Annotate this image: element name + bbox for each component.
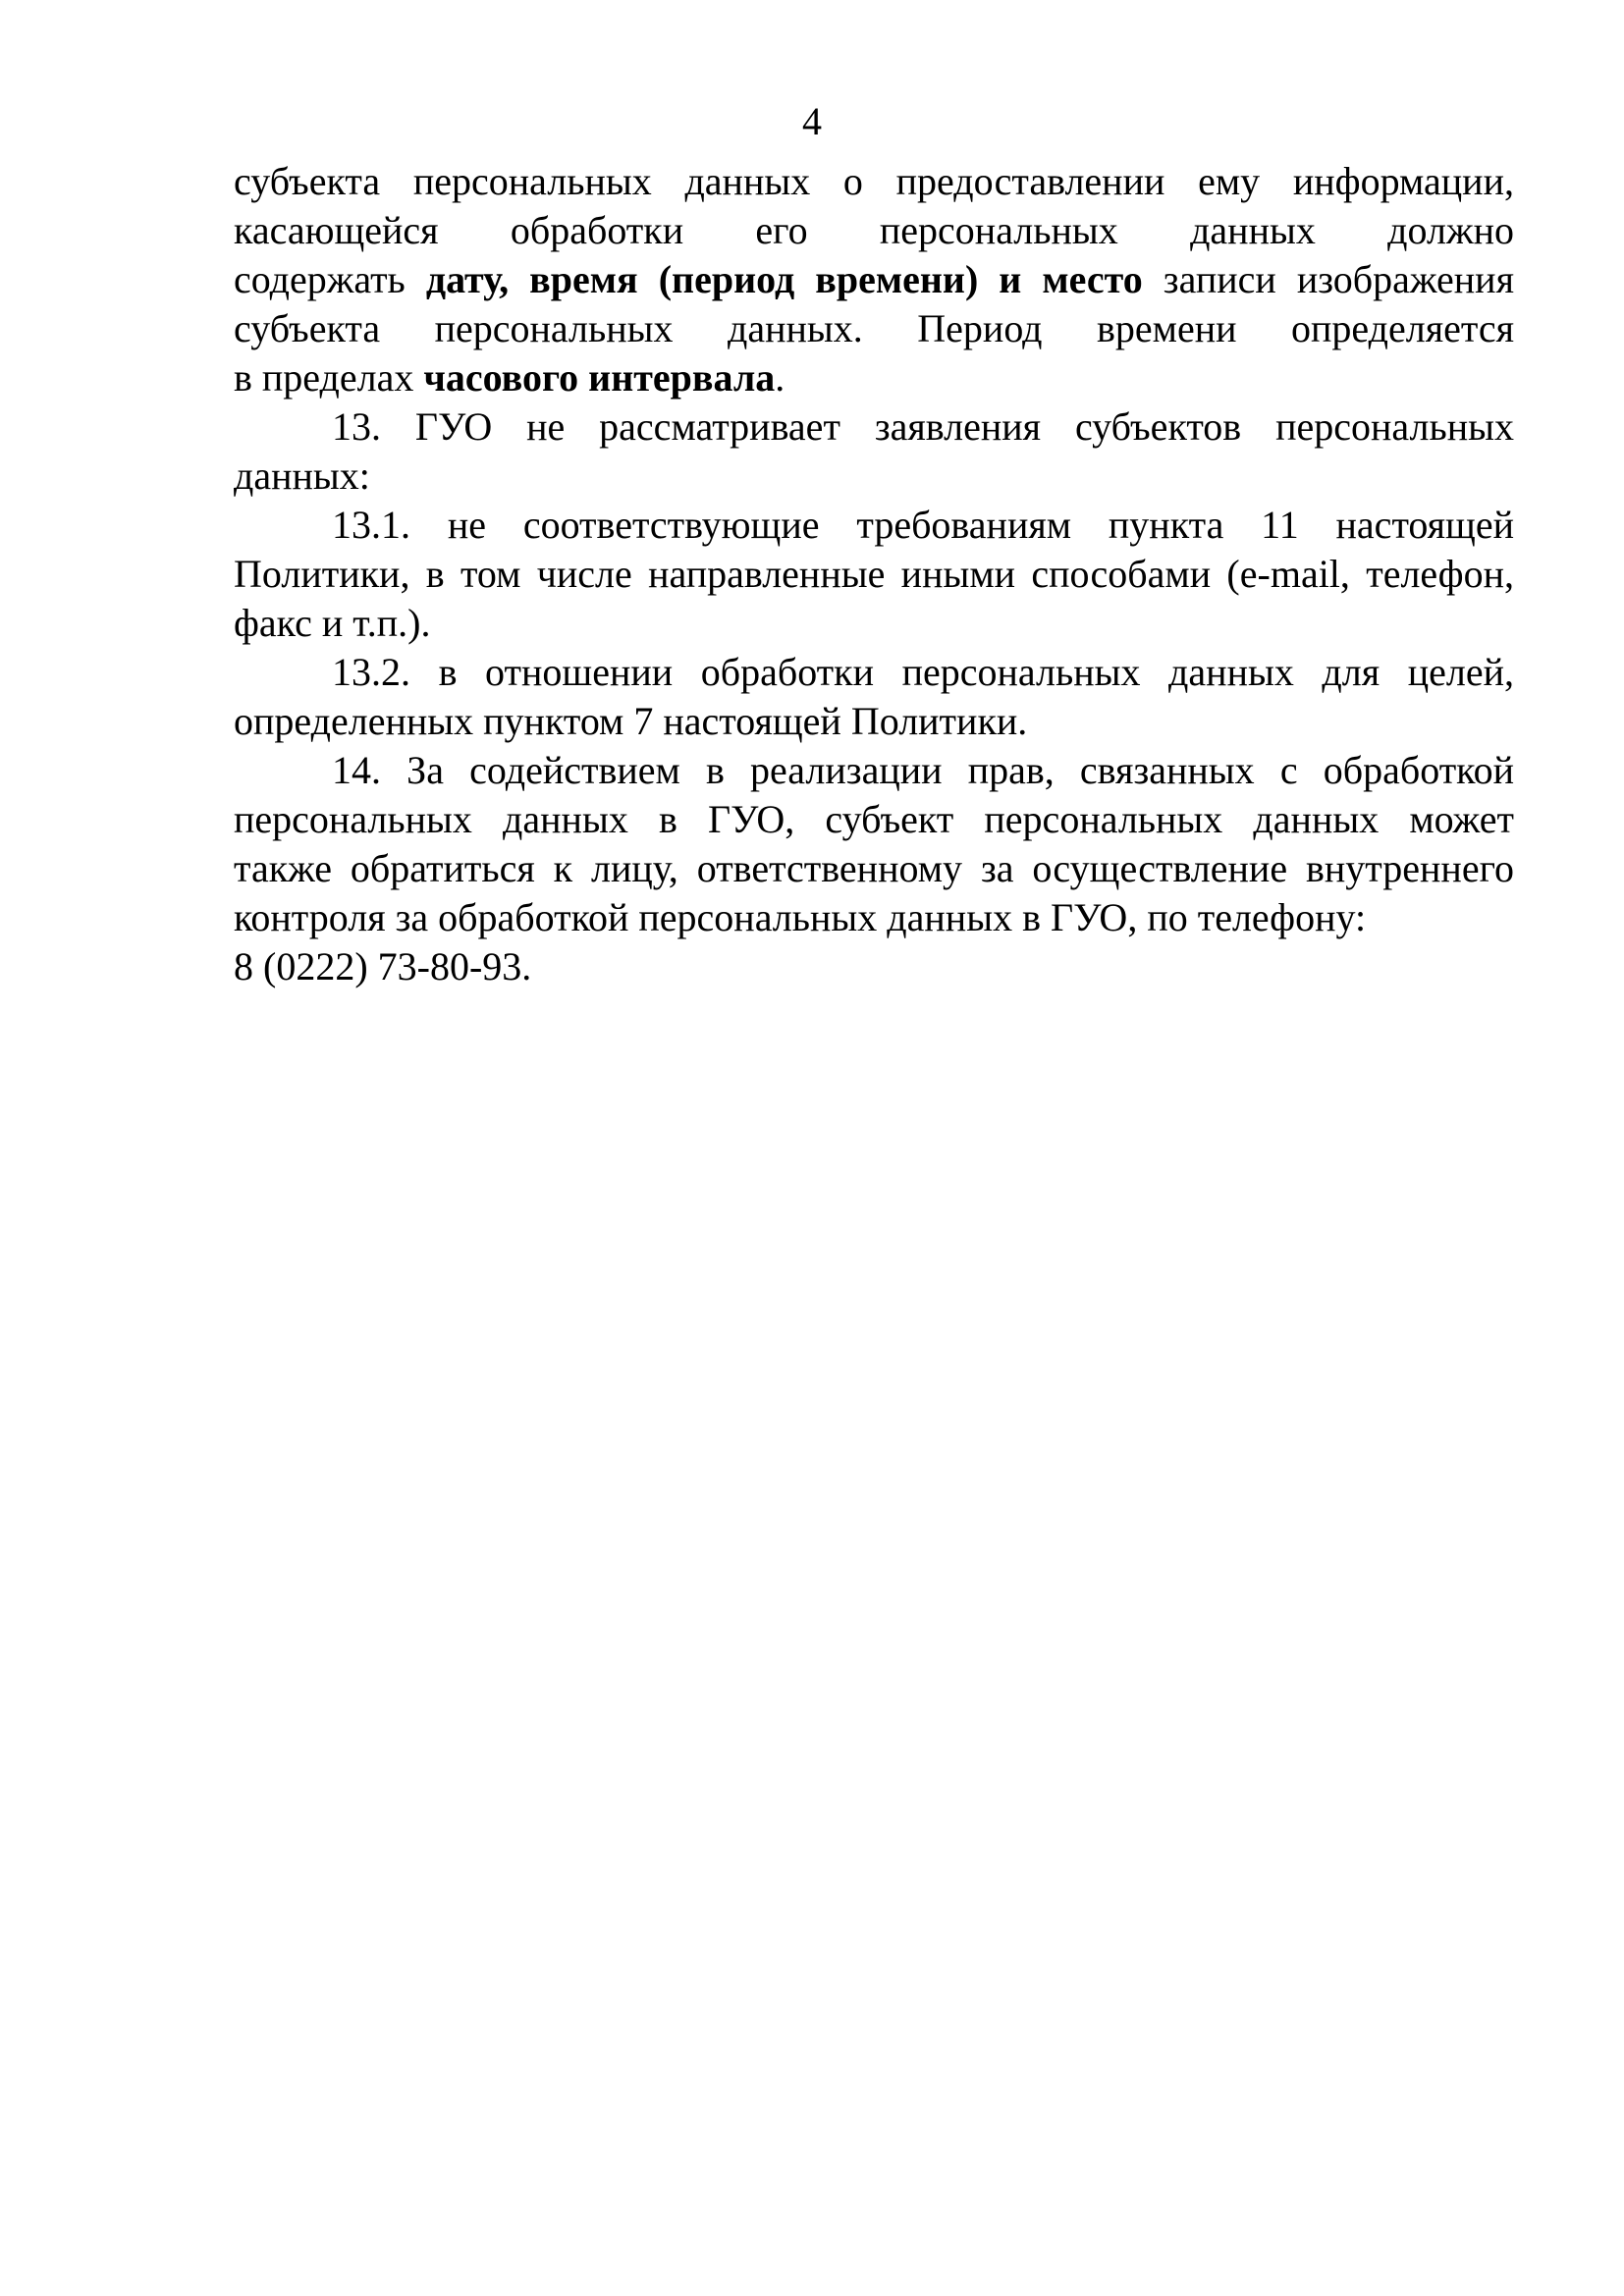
phone-number: 8 (0222) 73-80-93. bbox=[234, 944, 532, 988]
text-run: . bbox=[775, 355, 785, 400]
text-line: также обратиться к лицу, ответственному за осуществление внутреннего bbox=[234, 846, 1514, 890]
paragraph-13-2 bbox=[234, 648, 1514, 746]
text-line: 13.2. в отношении обработки персональных данных для целей, bbox=[332, 650, 1514, 694]
text-run: в пределах bbox=[234, 355, 424, 400]
text-run: содержать bbox=[234, 257, 426, 301]
text-line: субъекта персональных данных. Период времени определяется bbox=[234, 306, 1514, 350]
text-line: 14. За содействием в реализации прав, связанных с обработкой bbox=[332, 748, 1514, 792]
bold-text-run: дату, время (период времени) и место bbox=[425, 257, 1143, 301]
text-line: определенных пунктом 7 настоящей Политики. bbox=[234, 699, 1028, 743]
text-line: субъекта персональных данных о предоставлении ему информации, bbox=[234, 159, 1514, 203]
text-line: данных: bbox=[234, 454, 370, 498]
paragraph-13-1 bbox=[234, 501, 1514, 648]
text-line: касающейся обработки его персональных данных должно bbox=[234, 208, 1514, 252]
text-line: Политики, в том числе направленные иными способами (e-mail, телефон, bbox=[234, 552, 1514, 596]
page-number: 4 bbox=[802, 99, 822, 143]
paragraph-13 bbox=[234, 402, 1514, 501]
text-line: персональных данных в ГУО, субъект персональных данных может bbox=[234, 797, 1514, 841]
text-line bbox=[234, 255, 1514, 304]
text-line: контроля за обработкой персональных данных в ГУО, по телефону: bbox=[234, 895, 1367, 939]
text-line bbox=[234, 353, 1514, 402]
text-line: 13. ГУО не рассматривает заявления субъектов персональных bbox=[332, 404, 1514, 449]
document-body bbox=[234, 157, 1514, 991]
bold-text-run: часового интервала bbox=[423, 355, 776, 400]
text-line: 13.1. не соответствующие требованиям пункта 11 настоящей bbox=[332, 503, 1514, 547]
paragraph-14 bbox=[234, 746, 1514, 991]
paragraph-continuation bbox=[234, 157, 1514, 402]
text-run: записи изображения bbox=[1142, 257, 1514, 301]
text-line: факс и т.п.). bbox=[234, 601, 431, 645]
